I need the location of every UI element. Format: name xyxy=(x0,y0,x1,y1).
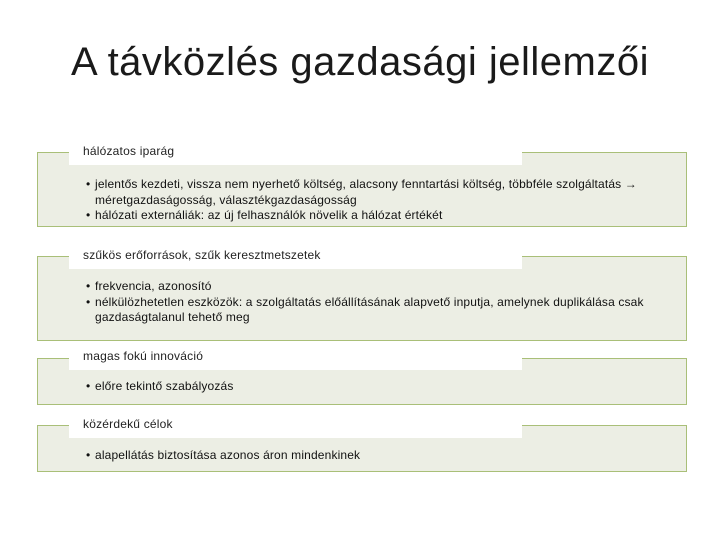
list-item xyxy=(86,208,681,224)
section-bullets-public-interest xyxy=(86,448,681,464)
list-item xyxy=(86,177,681,208)
bullet-marker: • xyxy=(86,177,91,191)
section-bullets-scarce-resources xyxy=(86,279,681,326)
bullet-text: alapellátás biztosítása azonos áron mindenkinek xyxy=(95,448,361,462)
section-heading-public-interest: közérdekű célok xyxy=(69,416,522,438)
section-bullets-innovation xyxy=(86,379,681,395)
section-heading-network-industry: hálózatos iparág xyxy=(69,143,522,165)
section-heading-innovation: magas fokú innováció xyxy=(69,348,522,370)
list-item xyxy=(86,295,681,326)
bullet-text: jelentős kezdeti, vissza nem nyerhető költség, alacsony fenntartási költség, többféle szolgáltatás → méretgazdaságosság, választékgazdaságosság xyxy=(95,177,637,207)
bullet-marker: • xyxy=(86,208,91,222)
bullet-text: hálózati externáliák: az új felhasználók növelik a hálózat értékét xyxy=(95,208,443,222)
slide-title: A távközlés gazdasági jellemzői xyxy=(70,40,650,84)
bullet-marker: • xyxy=(86,379,91,393)
bullet-text: előre tekintő szabályozás xyxy=(95,379,234,393)
list-item xyxy=(86,448,681,464)
bullet-text: nélkülözhetetlen eszközök: a szolgáltatás előállításának alapvető inputja, amelynek duplikálása csak gazdaságtalanul tehető meg xyxy=(95,294,644,324)
bullet-marker: • xyxy=(86,294,91,309)
bullet-text: frekvencia, azonosító xyxy=(95,279,212,293)
list-item xyxy=(86,279,681,295)
section-heading-scarce-resources: szűkös erőforrások, szűk keresztmetszetek xyxy=(69,247,522,269)
section-bullets-network-industry xyxy=(86,177,681,224)
bullet-marker: • xyxy=(86,279,91,293)
list-item xyxy=(86,379,681,395)
bullet-marker: • xyxy=(86,448,91,462)
